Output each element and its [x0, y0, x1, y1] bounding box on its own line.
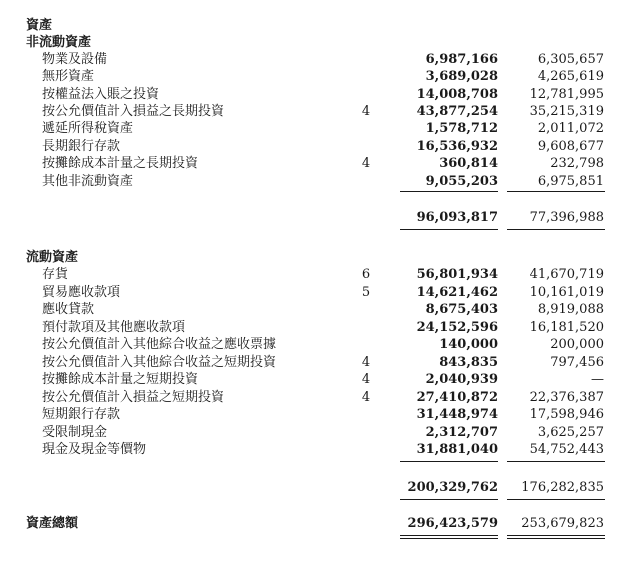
double-rule-bottom	[507, 538, 605, 539]
row-prior-value: 6,975,851	[537, 174, 604, 189]
current-total-prior: 176,282,835	[521, 480, 604, 495]
row-label: 存貨	[42, 267, 69, 282]
row-prior-value: 10,161,019	[529, 285, 604, 300]
row-prior-value: —	[591, 372, 604, 387]
current-total-current: 200,329,762	[407, 480, 498, 495]
row-current-value: 9,055,203	[425, 174, 498, 189]
heading-current-assets: 流動資產	[26, 250, 79, 265]
row-note: 4	[361, 156, 371, 171]
row-current-value: 31,448,974	[416, 407, 498, 422]
row-prior-value: 2,011,072	[537, 121, 604, 136]
subtotal-rule	[400, 191, 498, 192]
subtotal-rule	[400, 461, 498, 462]
row-prior-value: 12,781,995	[529, 87, 604, 102]
row-prior-value: 4,265,619	[537, 69, 604, 84]
subtotal-rule	[507, 461, 605, 462]
row-prior-value: 35,215,319	[529, 104, 604, 119]
row-current-value: 2,312,707	[425, 425, 498, 440]
row-prior-value: 200,000	[550, 337, 604, 352]
row-current-value: 31,881,040	[416, 442, 498, 457]
row-current-value: 16,536,932	[416, 139, 498, 154]
row-label: 現金及現金等價物	[42, 442, 147, 457]
subtotal-rule	[507, 191, 605, 192]
row-note: 5	[361, 285, 371, 300]
row-prior-value: 16,181,520	[529, 320, 604, 335]
row-current-value: 43,877,254	[416, 104, 498, 119]
row-prior-value: 22,376,387	[529, 390, 604, 405]
row-prior-value: 797,456	[550, 355, 604, 370]
section-title-assets: 資產	[26, 18, 53, 33]
row-current-value: 56,801,934	[416, 267, 498, 282]
row-prior-value: 9,608,677	[537, 139, 604, 154]
noncurrent-total-prior: 77,396,988	[529, 210, 604, 225]
row-label: 按攤餘成本計量之長期投資	[42, 156, 199, 171]
row-prior-value: 54,752,443	[529, 442, 604, 457]
row-prior-value: 41,670,719	[529, 267, 604, 282]
row-note: 4	[361, 372, 371, 387]
row-label: 預付款項及其他應收款項	[42, 320, 186, 335]
row-current-value: 14,621,462	[416, 285, 498, 300]
row-current-value: 14,008,708	[416, 87, 498, 102]
row-label: 遞延所得稅資產	[42, 121, 134, 136]
double-rule-bottom	[400, 538, 498, 539]
row-prior-value: 6,305,657	[537, 52, 604, 67]
row-current-value: 6,987,166	[425, 52, 498, 67]
row-current-value: 27,410,872	[416, 390, 498, 405]
row-current-value: 843,835	[439, 355, 498, 370]
row-label: 按攤餘成本計量之短期投資	[42, 372, 199, 387]
total-rule	[507, 229, 605, 230]
row-label: 物業及設備	[42, 52, 108, 67]
row-current-value: 1,578,712	[425, 121, 498, 136]
double-rule-top	[507, 535, 605, 536]
row-label: 按公允價值計入其他綜合收益之應收票據	[42, 337, 277, 352]
row-prior-value: 232,798	[550, 156, 604, 171]
row-note: 4	[361, 355, 371, 370]
row-label: 其他非流動資產	[42, 174, 134, 189]
row-current-value: 360,814	[439, 156, 498, 171]
row-label: 按公允價值計入其他綜合收益之短期投資	[42, 355, 277, 370]
row-prior-value: 8,919,088	[537, 302, 604, 317]
row-note: 4	[361, 104, 371, 119]
row-label: 按權益法入賬之投資	[42, 87, 160, 102]
row-label: 應收貸款	[42, 302, 95, 317]
double-rule-top	[400, 535, 498, 536]
row-prior-value: 17,598,946	[529, 407, 604, 422]
row-current-value: 140,000	[439, 337, 498, 352]
grand-total-current: 296,423,579	[407, 516, 498, 531]
row-label: 無形資產	[42, 69, 95, 84]
row-label: 貿易應收款項	[42, 285, 121, 300]
row-current-value: 24,152,596	[416, 320, 498, 335]
row-label: 長期銀行存款	[42, 139, 121, 154]
total-rule	[507, 499, 605, 500]
grand-total-label: 資產總額	[26, 516, 79, 531]
row-current-value: 3,689,028	[425, 69, 498, 84]
row-current-value: 2,040,939	[425, 372, 498, 387]
total-rule	[400, 499, 498, 500]
row-prior-value: 3,625,257	[537, 425, 604, 440]
row-note: 4	[361, 390, 371, 405]
row-label: 受限制現金	[42, 425, 108, 440]
heading-noncurrent-assets: 非流動資產	[26, 35, 92, 50]
row-current-value: 8,675,403	[425, 302, 498, 317]
row-label: 按公允價值計入損益之長期投資	[42, 104, 225, 119]
row-label: 短期銀行存款	[42, 407, 121, 422]
grand-total-prior: 253,679,823	[521, 516, 604, 531]
noncurrent-total-current: 96,093,817	[416, 210, 498, 225]
row-label: 按公允價值計入損益之短期投資	[42, 390, 225, 405]
row-note: 6	[361, 267, 371, 282]
total-rule	[400, 229, 498, 230]
